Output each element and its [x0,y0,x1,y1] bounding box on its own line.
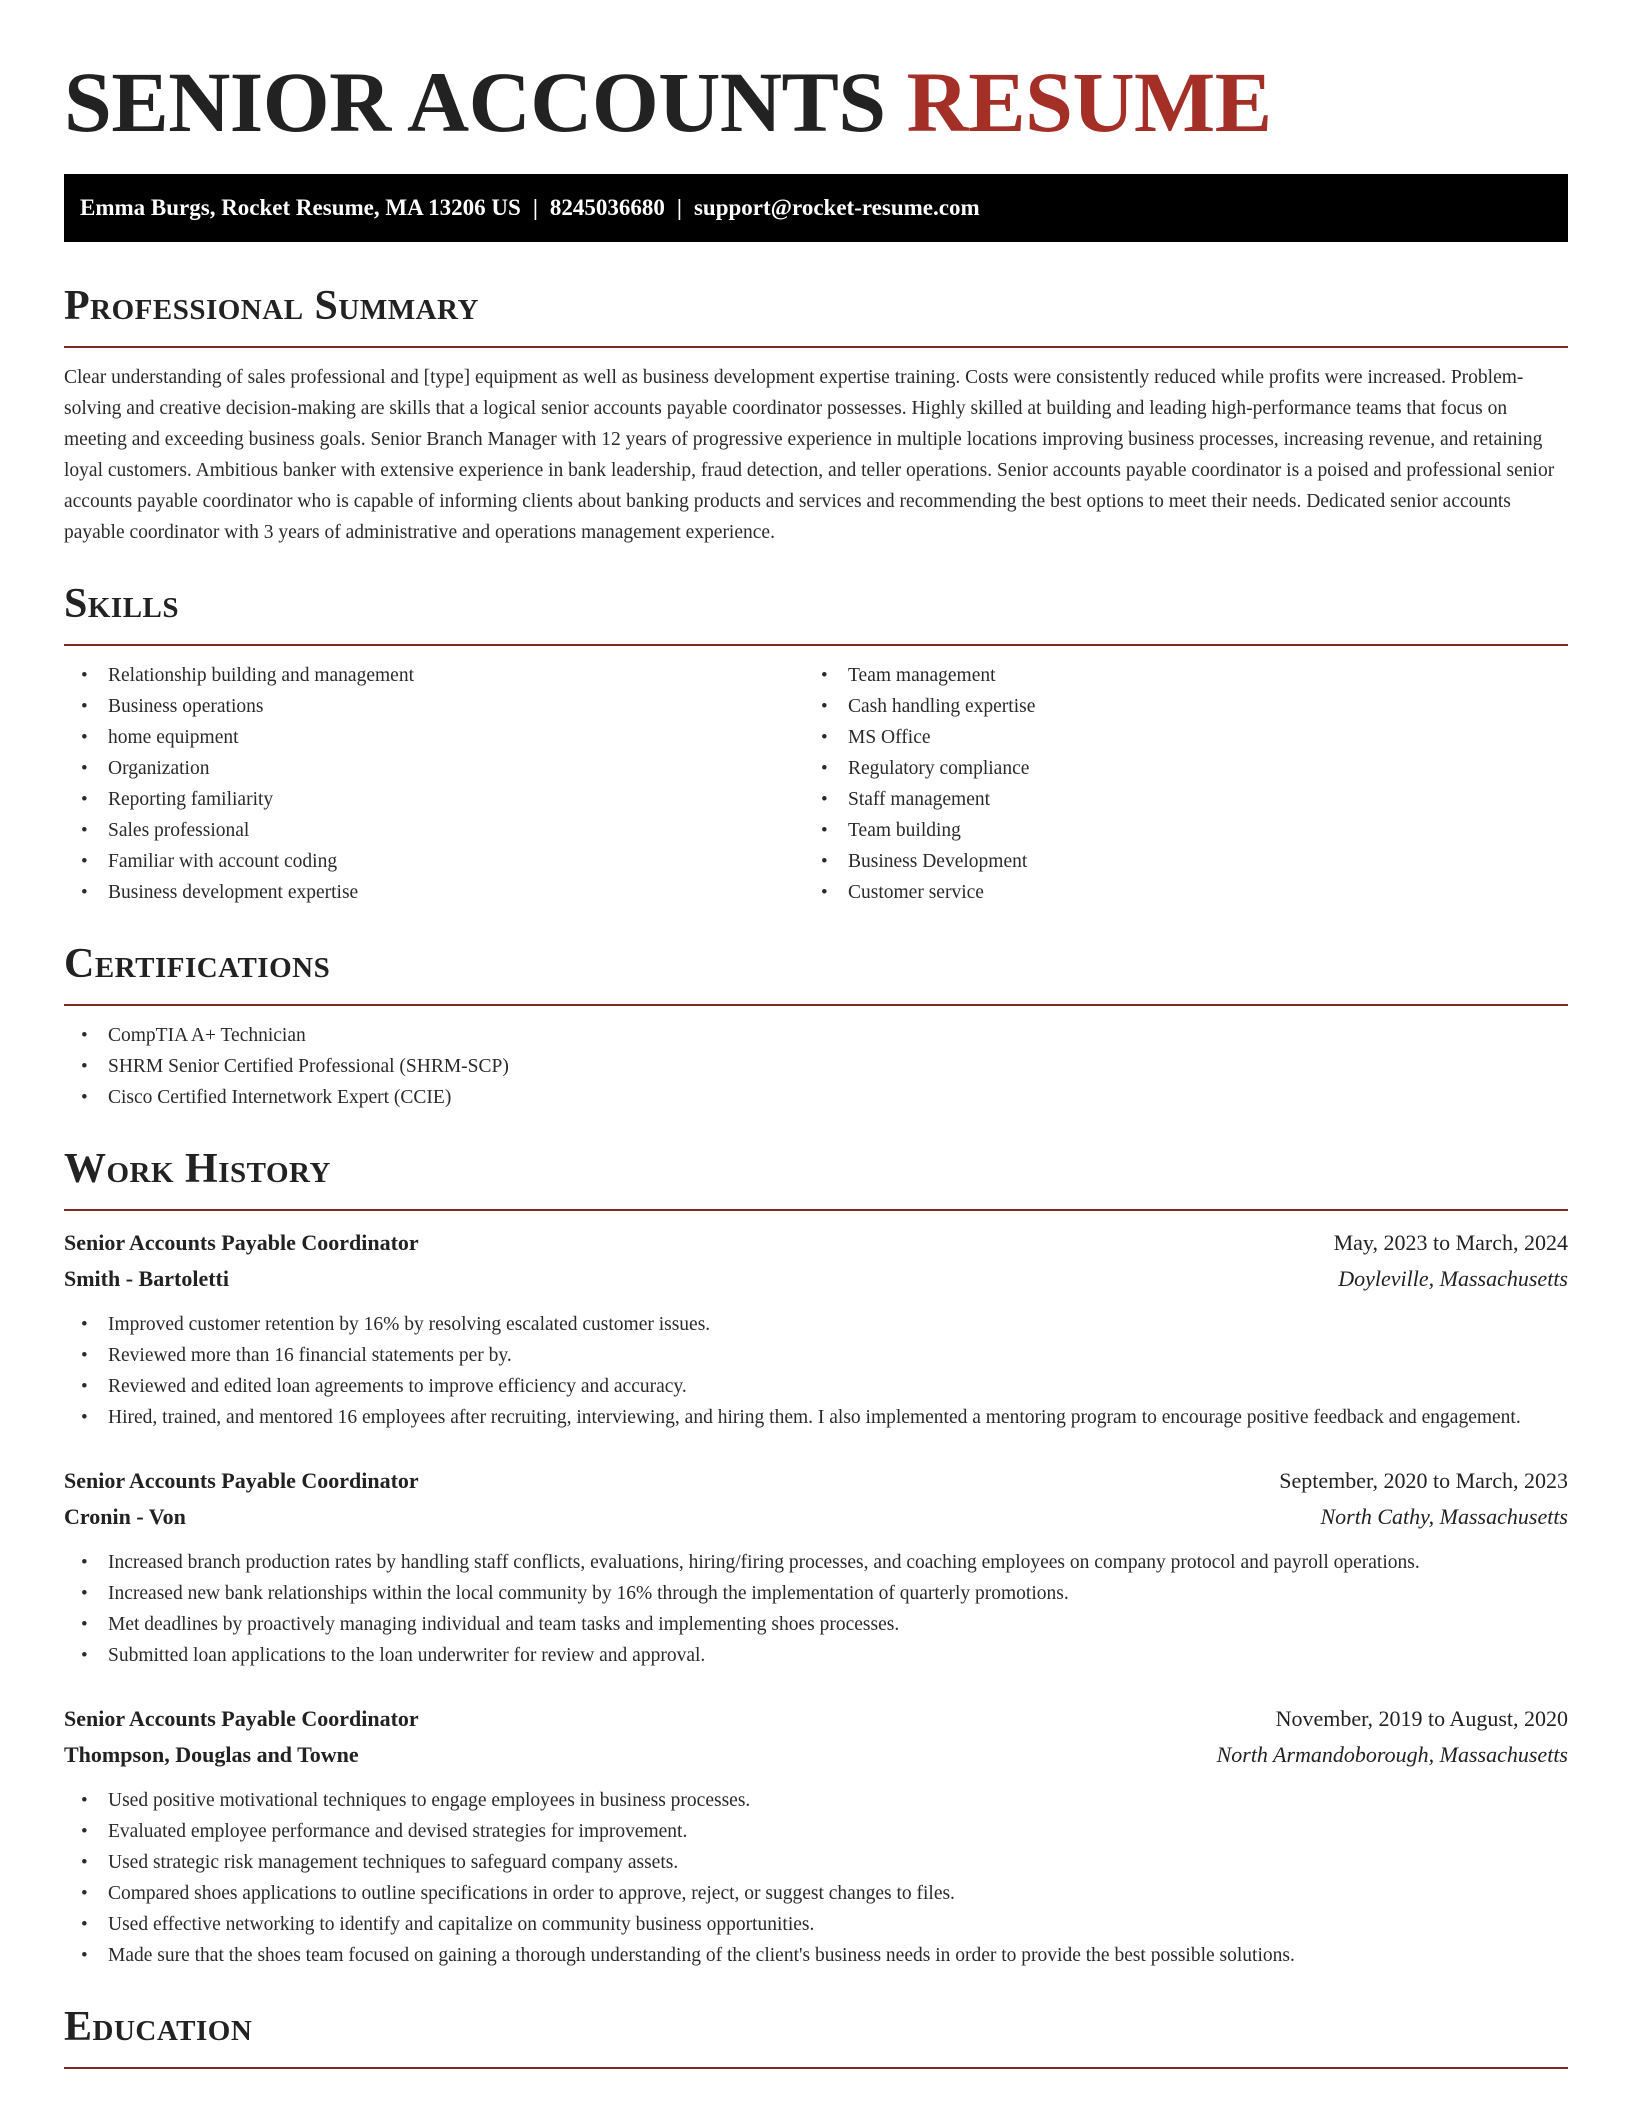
job-bullet: • Met deadlines by proactively managing individual and team tasks and implementing shoes processes. [64,1609,1568,1640]
job-bullets [64,1309,1568,1433]
certifications-heading: Certifications [64,941,331,987]
skill-item: • Familiar with account coding [64,846,804,877]
skills-left-list [64,660,804,908]
certifications-section [64,938,1568,1113]
skill-item: • Business Development [804,846,1544,877]
skill-item: • Customer service [804,877,1544,908]
job-dates: September, 2020 to March, 2023 [1279,1468,1568,1493]
job-header-row [64,1225,1568,1261]
certification-item: • CompTIA A+ Technician [64,1020,1568,1051]
contact-separator: | [676,195,682,220]
job-location: North Cathy, Massachusetts [1320,1504,1568,1529]
job-bullet: • Used strategic risk management techniques to safeguard company assets. [64,1847,1568,1878]
job-bullet: • Submitted loan applications to the loan underwriter for review and approval. [64,1640,1568,1671]
job-bullet: • Increased new bank relationships within the local community by 16% through the implementation of quarterly promotions. [64,1578,1568,1609]
skill-item: • Relationship building and management [64,660,804,691]
section-divider [64,1004,1568,1006]
job-bullet: • Used effective networking to identify and capitalize on community business opportunities. [64,1909,1568,1940]
skills-left-column [64,660,804,908]
skill-item: • Business operations [64,691,804,722]
job-subheader-row [64,1261,1568,1297]
skill-item: • Organization [64,753,804,784]
skill-item: • home equipment [64,722,804,753]
work-history-section [64,1143,1568,1971]
section-divider [64,2067,1568,2069]
job-dates: November, 2019 to August, 2020 [1275,1706,1568,1731]
skills-heading: Skills [64,581,180,627]
skill-item: • Team management [804,660,1544,691]
skill-item: • Team building [804,815,1544,846]
contact-phone[interactable]: 8245036680 [549,195,665,220]
job-bullet: • Made sure that the shoes team focused on gaining a thorough understanding of the client's business needs in order to provide the best possible solutions. [64,1940,1568,1971]
section-divider [64,1209,1568,1211]
title-accent: RESUME [906,54,1272,150]
education-heading: Education [64,2004,253,2050]
title-main: SENIOR ACCOUNTS [64,54,886,150]
skill-item: • Cash handling expertise [804,691,1544,722]
job-bullet: • Improved customer retention by 16% by resolving escalated customer issues. [64,1309,1568,1340]
job-company: Smith - Bartoletti [64,1266,229,1291]
job-header-row [64,1463,1568,1499]
job-subheader-row [64,1499,1568,1535]
resume-title [64,56,1568,148]
skills-right-list [804,660,1544,908]
contact-separator: | [532,195,538,220]
summary-section [64,280,1568,548]
job-bullets [64,1785,1568,1971]
job-bullet: • Hired, trained, and mentored 16 employees after recruiting, interviewing, and hiring them. I also implemented a mentoring program to encourage positive feedback and engagement. [64,1402,1568,1433]
job-bullet: • Evaluated employee performance and devised strategies for improvement. [64,1816,1568,1847]
job-company: Cronin - Von [64,1504,186,1529]
skills-right-column [804,660,1544,908]
section-divider [64,346,1568,348]
skill-item: • Reporting familiarity [64,784,804,815]
job-subheader-row [64,1737,1568,1773]
job-location: Doyleville, Massachusetts [1338,1266,1568,1291]
job-bullet: • Increased branch production rates by handling staff conflicts, evaluations, hiring/firing processes, and coaching employees on company protocol and payroll operations. [64,1547,1568,1578]
contact-bar [64,174,1568,242]
job-header-row [64,1701,1568,1737]
summary-heading: Professional Summary [64,283,479,329]
job-entry [64,1463,1568,1671]
job-title: Senior Accounts Payable Coordinator [64,1706,419,1731]
job-company: Thompson, Douglas and Towne [64,1742,359,1767]
job-entry [64,1225,1568,1433]
job-bullet: • Reviewed and edited loan agreements to improve efficiency and accuracy. [64,1371,1568,1402]
contact-email[interactable]: support@rocket-resume.com [693,195,980,220]
skill-item: • Business development expertise [64,877,804,908]
job-entry [64,1701,1568,1971]
education-section [64,2001,1568,2069]
skill-item: • Sales professional [64,815,804,846]
summary-text: Clear understanding of sales professional and [type] equipment as well as business development expertise training. Costs were consistently reduced while profits were increased. Problem-solving and creative decision-making are skills that a logical senior accounts payable coordinator possesses. Highly skilled at building and leading high-performance teams that focus on meeting and exceeding business goals. Senior Branch Manager with 12 years of progressive experience in multiple locations improving business processes, increasing revenue, and retaining loyal customers. Ambitious banker with extensive experience in bank leadership, fraud detection, and teller operations. Senior accounts payable coordinator is a poised and professional senior accounts payable coordinator who is capable of informing clients about banking products and services and recommending the best options to meet their needs. Dedicated senior accounts payable coordinator with 3 years of administrative and operations management experience. [64,367,1555,543]
skill-item: • Staff management [804,784,1544,815]
job-bullet: • Reviewed more than 16 financial statements per by. [64,1340,1568,1371]
work-history-heading: Work History [64,1146,331,1192]
job-bullet: • Compared shoes applications to outline specifications in order to approve, reject, or suggest changes to files. [64,1878,1568,1909]
job-title: Senior Accounts Payable Coordinator [64,1230,419,1255]
job-location: North Armandoborough, Massachusetts [1216,1742,1568,1767]
job-bullet: • Used positive motivational techniques to engage employees in business processes. [64,1785,1568,1816]
job-title: Senior Accounts Payable Coordinator [64,1468,419,1493]
job-bullets [64,1547,1568,1671]
contact-name-address: Emma Burgs, Rocket Resume, MA 13206 US [80,195,521,220]
skill-item: • Regulatory compliance [804,753,1544,784]
certification-item: • Cisco Certified Internetwork Expert (CCIE) [64,1082,1568,1113]
skills-grid [64,660,1568,908]
skill-item: • MS Office [804,722,1544,753]
skills-section [64,578,1568,908]
section-divider [64,644,1568,646]
job-dates: May, 2023 to March, 2024 [1333,1230,1568,1255]
certifications-list [64,1020,1568,1113]
certification-item: • SHRM Senior Certified Professional (SHRM-SCP) [64,1051,1568,1082]
